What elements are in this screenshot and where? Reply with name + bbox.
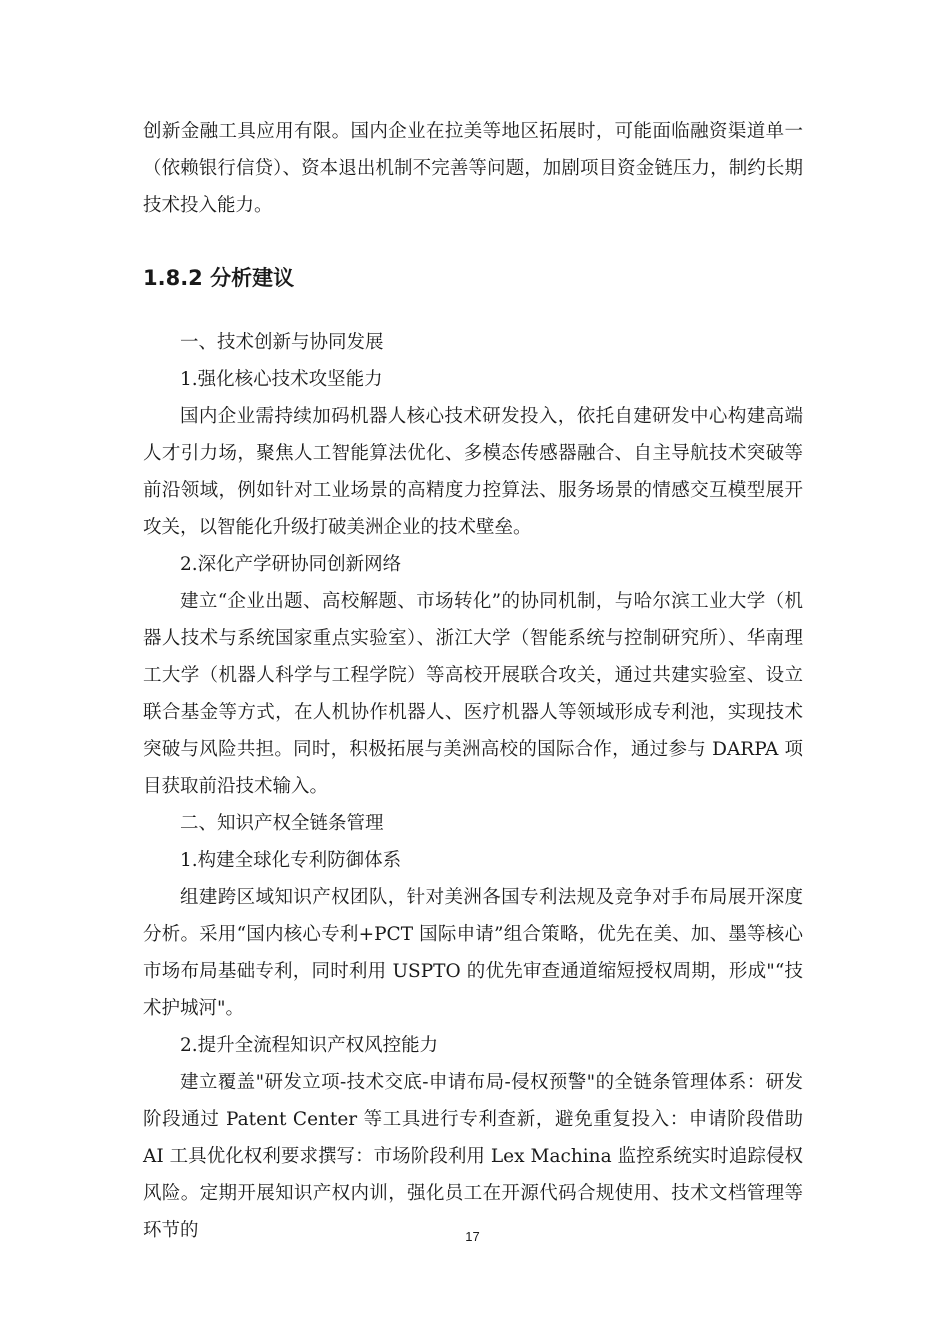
part2-title: 二、知识产权全链条管理	[180, 813, 384, 834]
page-body	[143, 113, 803, 1249]
item2-1-title: 1.构建全球化专利防御体系	[180, 850, 402, 871]
item1-1-title: 1.强化核心技术攻坚能力	[180, 369, 383, 390]
page-number: 17	[465, 1229, 480, 1244]
section-heading: 1.8.2 分析建议	[143, 266, 295, 290]
item2-2-title: 2.提升全流程知识产权风控能力	[180, 1035, 439, 1056]
item2-1-paragraph: 组建跨区域知识产权团队，针对美洲各国专利法规及竞争对手布局展开深度分析。采用“国内核心专利+PCT 国际申请”组合策略，优先在美、加、墨等核心市场布局基础专利，同时利用 USPTO 的优先审查通道缩短授权周期，形成"“技术护城河"。	[143, 887, 803, 1019]
item1-2-title: 2.深化产学研协同创新网络	[180, 554, 402, 575]
part1-title: 一、技术创新与协同发展	[180, 332, 384, 353]
intro-paragraph: 创新金融工具应用有限。国内企业在拉美等地区拓展时，可能面临融资渠道单一（依赖银行信贷）、资本退出机制不完善等问题，加剧项目资金链压力，制约长期技术投入能力。	[143, 121, 803, 216]
item1-2-paragraph: 建立“企业出题、高校解题、市场转化”的协同机制，与哈尔滨工业大学（机器人技术与系统国家重点实验室）、浙江大学（智能系统与控制研究所）、华南理工大学（机器人科学与工程学院）等高校开展联合攻关，通过共建实验室、设立联合基金等方式，在人机协作机器人、医疗机器人等领域形成专利池，实现技术突破与风险共担。同时，积极拓展与美洲高校的国际合作，通过参与 DARPA 项目获取前沿技术输入。	[143, 591, 803, 797]
item1-1-paragraph: 国内企业需持续加码机器人核心技术研发投入，依托自建研发中心构建高端人才引力场，聚焦人工智能算法优化、多模态传感器融合、自主导航技术突破等前沿领域，例如针对工业场景的高精度力控算法、服务场景的情感交互模型展开攻关，以智能化升级打破美洲企业的技术壁垒。	[143, 406, 803, 538]
item2-2-paragraph: 建立覆盖"研发立项-技术交底-申请布局-侵权预警"的全链条管理体系：研发阶段通过 Patent Center 等工具进行专利查新，避免重复投入：申请阶段借助 AI 工具优化权利要求撰写：市场阶段利用 Lex Machina 监控系统实时追踪侵权风险。定期开展知识产权内训，强化员工在开源代码合规使用、技术文档管理等环节的	[143, 1072, 803, 1241]
